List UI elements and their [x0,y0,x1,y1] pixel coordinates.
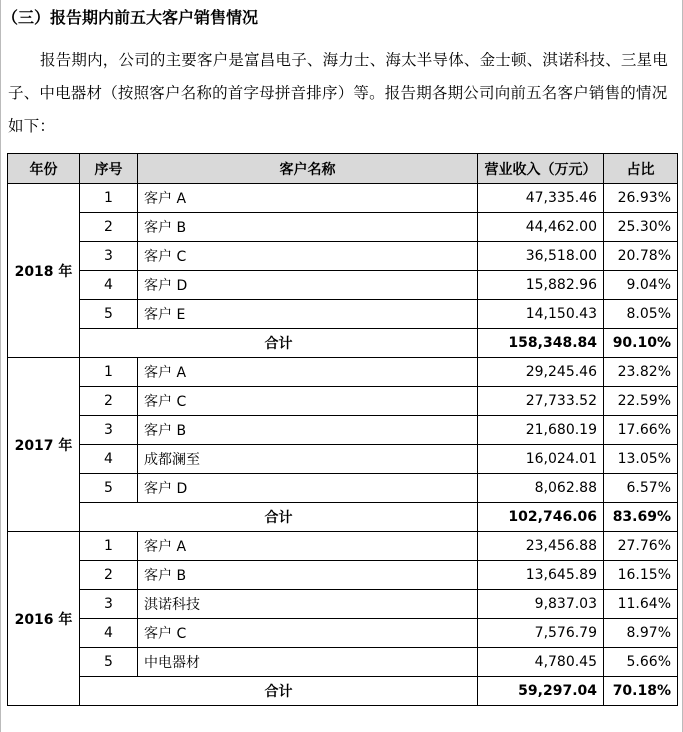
seq-cell: 4 [80,619,138,648]
seq-cell: 2 [80,561,138,590]
section-heading: （三）报告期内前五大客户销售情况 [2,8,259,27]
share-cell: 9.04% [604,271,678,300]
share-cell: 17.66% [604,416,678,445]
seq-cell: 1 [80,358,138,387]
total-label: 合计 [80,677,478,706]
table-row [8,213,678,242]
header-customer-name: 客户名称 [138,154,478,184]
customer-name-cell: 客户 B [138,561,478,590]
table-row [8,416,678,445]
revenue-cell: 4,780.45 [478,648,604,677]
share-cell: 25.30% [604,213,678,242]
seq-cell: 5 [80,474,138,503]
total-revenue: 59,297.04 [478,677,604,706]
total-revenue: 158,348.84 [478,329,604,358]
seq-cell: 2 [80,387,138,416]
seq-cell: 4 [80,445,138,474]
header-share: 占比 [604,154,678,184]
seq-cell: 1 [80,184,138,213]
seq-cell: 2 [80,213,138,242]
customer-name-cell: 客户 B [138,416,478,445]
table-header-row [8,154,678,184]
share-cell: 5.66% [604,648,678,677]
revenue-cell: 9,837.03 [478,590,604,619]
customer-name-cell: 客户 E [138,300,478,329]
table-row [8,387,678,416]
customer-name-cell: 客户 D [138,271,478,300]
customer-name-cell: 客户 A [138,358,478,387]
total-label: 合计 [80,329,478,358]
intro-paragraph: 报告期内，公司的主要客户是富昌电子、海力士、海太半导体、金士顿、淇诺科技、三星电子、中电器材（按照客户名称的首字母拼音排序）等。报告期各期公司向前五名客户销售的情况如下： [8,51,669,135]
total-row [8,677,678,706]
year-cell: 2016 年 [8,532,80,706]
share-cell: 20.78% [604,242,678,271]
year-cell: 2018 年 [8,184,80,358]
table-row [8,474,678,503]
customer-name-cell: 客户 A [138,184,478,213]
share-cell: 8.05% [604,300,678,329]
customer-name-cell: 客户 C [138,619,478,648]
share-cell: 27.76% [604,532,678,561]
revenue-cell: 23,456.88 [478,532,604,561]
share-cell: 22.59% [604,387,678,416]
revenue-cell: 13,645.89 [478,561,604,590]
year-cell: 2017 年 [8,358,80,532]
customer-name-cell: 客户 B [138,213,478,242]
customer-name-cell: 客户 D [138,474,478,503]
seq-cell: 5 [80,648,138,677]
share-cell: 26.93% [604,184,678,213]
revenue-cell: 16,024.01 [478,445,604,474]
seq-cell: 5 [80,300,138,329]
customer-name-cell: 淇诺科技 [138,590,478,619]
share-cell: 16.15% [604,561,678,590]
share-cell: 23.82% [604,358,678,387]
share-cell: 6.57% [604,474,678,503]
seq-cell: 3 [80,416,138,445]
total-share: 90.10% [604,329,678,358]
table-row [8,648,678,677]
customer-name-cell: 中电器材 [138,648,478,677]
revenue-cell: 44,462.00 [478,213,604,242]
seq-cell: 1 [80,532,138,561]
seq-cell: 3 [80,242,138,271]
total-row [8,503,678,532]
total-share: 70.18% [604,677,678,706]
share-cell: 11.64% [604,590,678,619]
top-customers-table [7,153,678,706]
revenue-cell: 15,882.96 [478,271,604,300]
revenue-cell: 47,335.46 [478,184,604,213]
table-row [8,619,678,648]
table-row [8,184,678,213]
share-cell: 8.97% [604,619,678,648]
table-row [8,242,678,271]
seq-cell: 4 [80,271,138,300]
customer-name-cell: 客户 A [138,532,478,561]
revenue-cell: 29,245.46 [478,358,604,387]
table-row [8,590,678,619]
table-row [8,358,678,387]
revenue-cell: 27,733.52 [478,387,604,416]
table-body [8,184,678,706]
revenue-cell: 36,518.00 [478,242,604,271]
customer-name-cell: 成都澜至 [138,445,478,474]
total-label: 合计 [80,503,478,532]
header-seq: 序号 [80,154,138,184]
table-row [8,271,678,300]
table-row [8,532,678,561]
revenue-cell: 14,150.43 [478,300,604,329]
table-row [8,561,678,590]
revenue-cell: 8,062.88 [478,474,604,503]
revenue-cell: 7,576.79 [478,619,604,648]
total-row [8,329,678,358]
customer-name-cell: 客户 C [138,387,478,416]
header-year: 年份 [8,154,80,184]
table-row [8,445,678,474]
total-revenue: 102,746.06 [478,503,604,532]
header-revenue: 营业收入（万元） [478,154,604,184]
seq-cell: 3 [80,590,138,619]
total-share: 83.69% [604,503,678,532]
revenue-cell: 21,680.19 [478,416,604,445]
customer-name-cell: 客户 C [138,242,478,271]
share-cell: 13.05% [604,445,678,474]
table-row [8,300,678,329]
